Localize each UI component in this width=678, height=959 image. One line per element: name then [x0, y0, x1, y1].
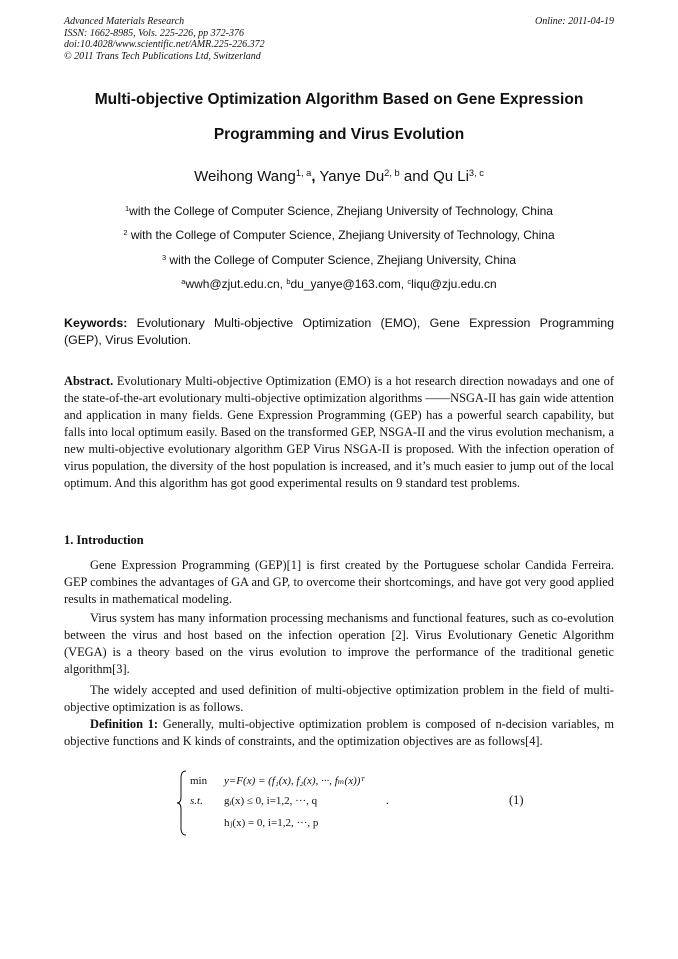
definition-text: Generally, multi-objective optimization problem is composed of n-decision variables, m objective functions and K kinds of constraints, and the optimization objectives are as follows[4].: [64, 717, 614, 748]
equation-row-1: [190, 774, 365, 787]
issn-line: ISSN: 1662-8985, Vols. 225-226, pp 372-376: [64, 27, 244, 39]
eq-st-label: s.t.: [190, 795, 203, 807]
author-name: Yanye Du: [319, 168, 385, 185]
affiliation-1: [40, 204, 638, 218]
definition-1: [64, 716, 614, 750]
email-line: [40, 277, 638, 291]
affiliation-2: [40, 228, 638, 242]
affiliation-sup: 3: [161, 252, 167, 262]
doi-line: doi:10.4028/www.scientific.net/AMR.225-226.372: [64, 39, 265, 50]
affiliation-text: with the College of Computer Science, Zhejiang University, China: [166, 253, 517, 267]
email-sup: c: [407, 276, 412, 286]
left-brace-icon: [176, 770, 188, 836]
section-heading-introduction: 1. Introduction: [64, 533, 144, 547]
author-and: and: [403, 168, 429, 185]
abstract: [64, 373, 614, 492]
abstract-text: Evolutionary Multi-objective Optimization (EMO) is a hot research direction nowadays and one of the state-of-the-art evolutionary multi-objective optimization algorithms ——NSGA-II has gain wide attention and application in many fields. Gene Expression Programming (GEP) has a powerful search capability, but falls into local optimum easily. Based on the transformed GEP, NSGA-II and the virus evolution mechanism, a new multi-objective evolutionary algorithm GEP Virus NSGA-II is proposed. With the infection operation of virus population, the diversity of the host population is increased, and it’s much easier to jump out of the local optimum. And this algorithm has got good experimental results on 9 standard test problems.: [64, 374, 614, 490]
equation-row-3: hⱼ(x) = 0, i=1,2, ···, p: [224, 817, 319, 829]
author-sup: 2, b: [384, 167, 400, 178]
eq-objective: y=F(x) = (f₁(x), f₂(x), ···, fₘ(x))ᵀ: [224, 775, 365, 787]
paper-title-line2: Programming and Virus Evolution: [213, 126, 465, 143]
paper-title-line1: Multi-objective Optimization Algorithm Based on Gene Expression: [94, 91, 584, 108]
intro-paragraph-2: Virus system has many information processing mechanisms and functional features, such as co-evolution between the virus and host based on the infection operation [2]. Virus Evolutionary Genetic Algorithm (VEGA) is a theory based on the virus evolution to improve the performance of the traditional genetic algorithm[3].: [64, 611, 614, 676]
keywords-text: Evolutionary Multi-objective Optimization (EMO), Gene Expression Programming (GEP), Virus Evolution.: [64, 316, 614, 347]
affiliation-sup: 2: [123, 227, 128, 237]
journal-name: Advanced Materials Research: [64, 16, 185, 27]
email-sup: b: [286, 276, 291, 286]
author-list: [40, 168, 638, 185]
equation-number: (1): [509, 793, 524, 807]
affiliation-text: with the College of Computer Science, Zhejiang University of Technology, China: [129, 204, 553, 218]
author-name: Weihong Wang: [194, 168, 296, 185]
journal-header: [64, 16, 265, 62]
abstract-label: Abstract.: [64, 374, 114, 388]
online-date: Online: 2011-04-19: [535, 16, 614, 27]
eq-period: .: [386, 795, 389, 807]
keywords-label: Keywords:: [64, 316, 128, 330]
affiliation-sup: 1: [125, 203, 130, 213]
eq-inequality: gᵢ(x) ≤ 0, i=1,2, ···, q: [224, 795, 318, 807]
keywords: [64, 315, 614, 349]
definition-label: Definition 1:: [90, 717, 159, 731]
affiliation-text: with the College of Computer Science, Zhejiang University of Technology, China: [127, 228, 555, 242]
author-sup: 1, a: [295, 167, 312, 178]
intro-paragraph-3: The widely accepted and used definition of multi-objective optimization problem in the field of multi-objective optimization is as follows.: [64, 683, 614, 714]
author-sup: 3, c: [468, 167, 484, 178]
author-comma: ,: [311, 168, 316, 185]
affiliation-3: [40, 253, 638, 267]
eq-min-label: min: [190, 775, 208, 787]
intro-paragraph-1: Gene Expression Programming (GEP)[1] is first created by the Portuguese scholar Candida Ferreira. GEP combines the advantages of GA and GP, to overcome their shortcomings, and have got very good applied results in mathematical modeling.: [64, 558, 614, 606]
email-text[interactable]: du_yanye@163.com,: [290, 277, 408, 291]
email-text[interactable]: liqu@zju.edu.cn: [411, 277, 497, 291]
email-text[interactable]: wwh@zjut.edu.cn,: [185, 277, 287, 291]
copyright-line: © 2011 Trans Tech Publications Ltd, Switzerland: [64, 50, 261, 62]
author-name: Qu Li: [433, 168, 469, 185]
equation-row-2: [190, 795, 317, 807]
email-sup: a: [181, 276, 186, 286]
equation-1: [176, 770, 616, 836]
